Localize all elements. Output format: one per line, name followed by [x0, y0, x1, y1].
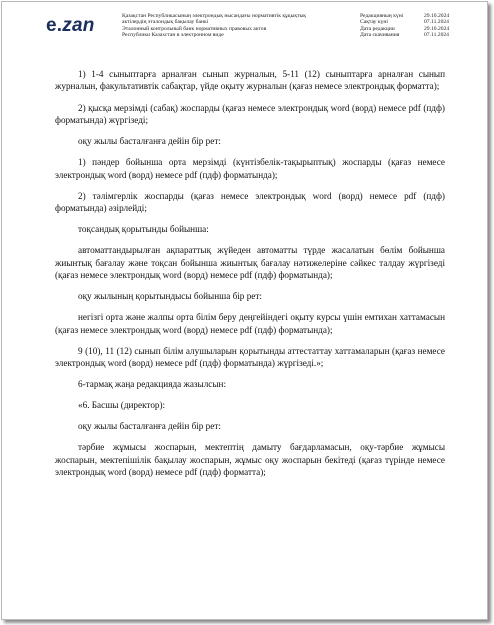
paragraph: 2) тәлімгерлік жоспарды (қағаз немесе электрондық word (ворд) немесе pdf (пдф) форматында) әзірлейді; [55, 190, 445, 213]
logo-dot: . [56, 15, 63, 36]
date-label: Редакцияның күні [360, 13, 404, 19]
description-line: Республики Казахстан в электронном виде [122, 32, 224, 39]
description-line: Эталонный контрольный банк нормативных правовых актов [122, 25, 267, 32]
paragraph: оқу жылы басталғанға дейін бір рет: [78, 136, 221, 146]
paragraph: 2) қысқа мерзімді (сабақ) жоспарды (қағаз немесе электрондық word (ворд) немесе pdf (пдф) форматында) жүргізеді; [55, 102, 445, 125]
description-line: актілердің эталондық бақылау банкі [122, 19, 209, 26]
paragraph: 6-тармақ жаңа редакцияда жазылсын: [78, 379, 227, 390]
paragraph: оқу жылы басталғанға дейін бір рет: [78, 421, 221, 432]
logo-name: zan [62, 15, 95, 36]
paragraph: 9 (10), 11 (12) сынып білім алушыларын қорытынды аттестаттау хаттамаларын (қағаз немесе электрондық word (ворд) немесе pdf (пдф) форматында) жүргізеді.»; [55, 345, 445, 369]
paragraph: тоқсандық қорытынды бойынша: [78, 224, 209, 235]
date-label: Дата редакции [360, 25, 395, 32]
date-row [360, 32, 449, 38]
paragraph: тәрбие жұмысы жоспарын, мектептің дамыту бағдарламасын, оқу-тәрбие жұмысы жоспарын, мектепішілік бақылау жоспарын, жұмыс оқу жоспарын бекітеді (қағаз түрінде немесе электрондық word (ворд) немесе pdf (пдф) форматта); [55, 442, 445, 478]
paragraph: автоматтандырылған ақпараттық жүйеден автоматты түрде жасалатын бөлім бойынша жиынтық бағалау және тоқсан бойынша жиынтық бағалау нәтижелеріне сәйкес талдау жүргізеді (қағаз немесе электрондық word (ворд) немесе pdf (пдф) форматында); [55, 245, 445, 280]
paragraph: 1) 1-4 сыныптарға арналған сынып журналын, 5-11 (12) сыныптарға арналған сынып журналын, факультативтік сабақтар, үйде оқыту журналын (қағаз немесе электрондық форматта); [55, 69, 445, 92]
description-line: Қазақстан Республикасының электрондық нысандағы нормативтік құқықтық [122, 13, 306, 19]
paragraph: «6. Басшы (директор): [78, 400, 166, 411]
document-dates [360, 13, 449, 39]
date-label: Сақтау күні [360, 19, 388, 26]
logo-prefix: e [46, 15, 57, 36]
page-header [2, 2, 487, 42]
paragraph: 1) пәндер бойынша орта мерзімді (күнтізбелік-тақырыптық) жоспарды (қағаз немесе электрондық word (ворд) немесе pdf (пдф) форматында); [55, 157, 445, 180]
date-value: 07.11.2024 [424, 19, 449, 26]
date-value: 29.10.2024 [424, 13, 450, 19]
paragraph: негізгі орта және жалпы орта білім беру деңгейіндегі оқыту курсы үшін емтихан хаттамасын (қағаз немесе электрондық word (ворд) немесе pdf (пдф) форматында); [55, 312, 445, 335]
date-label: Дата скачивания [360, 32, 400, 39]
ezan-logo [46, 15, 95, 37]
document-body [55, 68, 445, 487]
date-value: 07.11.2024 [424, 32, 449, 39]
source-description [122, 13, 327, 39]
document-page [1, 1, 488, 620]
paragraph: оқу жылының қорытындысы бойынша бір рет: [78, 291, 262, 302]
date-value: 29.10.2024 [424, 25, 450, 32]
